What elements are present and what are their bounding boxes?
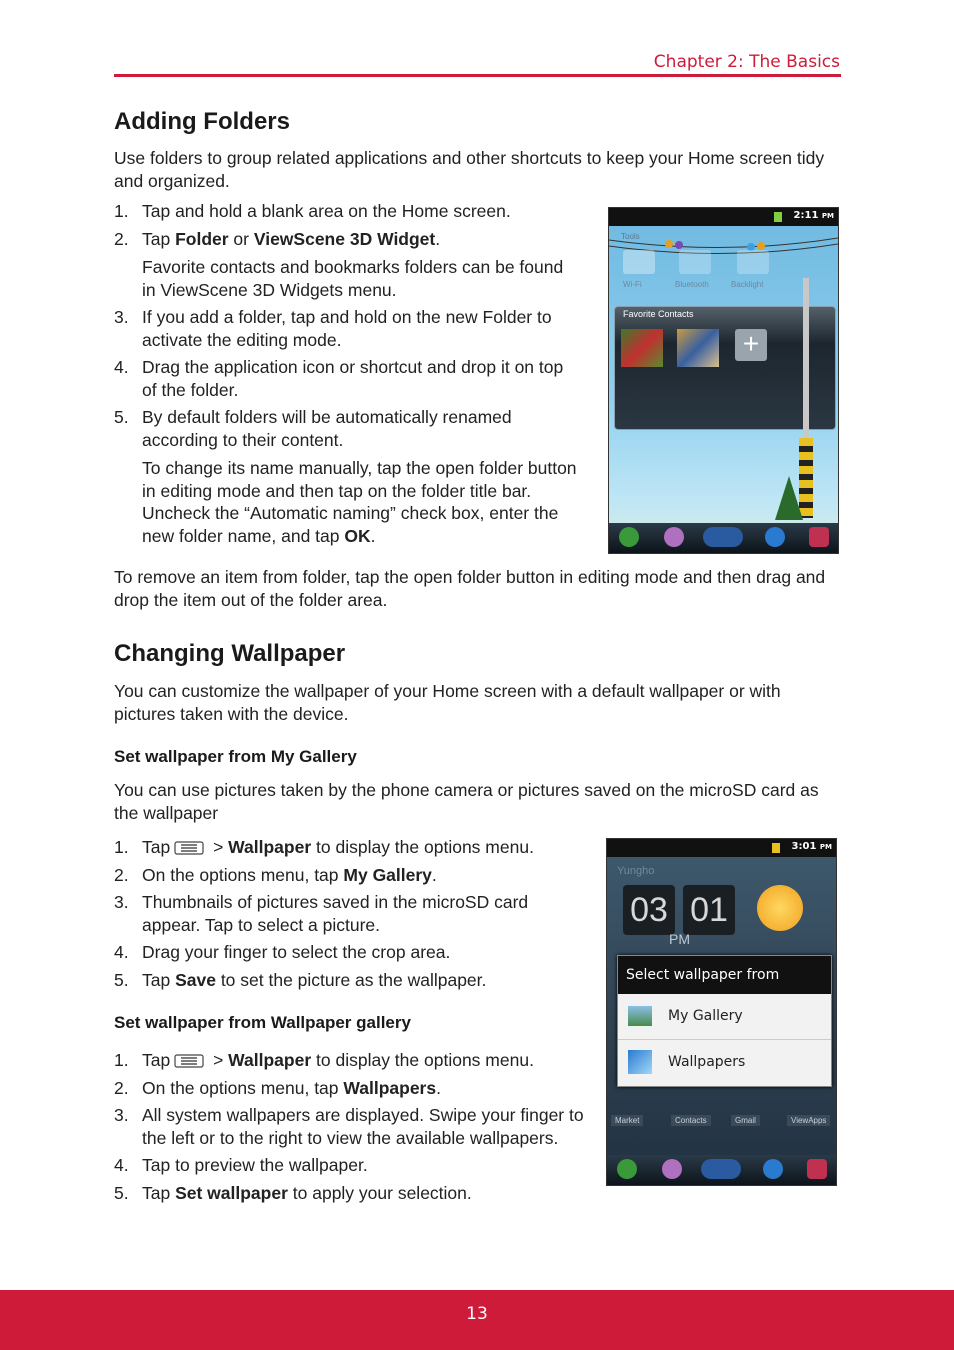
status-bar: 2:11 PM	[609, 208, 838, 226]
menu-key-icon	[174, 841, 204, 855]
bluetooth-icon[interactable]	[679, 250, 711, 274]
phone-icon[interactable]	[617, 1159, 637, 1179]
section-title-changing-wallpaper: Changing Wallpaper	[114, 640, 346, 667]
list-item: 1. Tap and hold a blank area on the Home screen.	[114, 201, 511, 221]
clock-minutes: 01	[683, 885, 735, 935]
home-button[interactable]	[703, 527, 743, 547]
backlight-label: Backlight	[731, 280, 764, 289]
weather-city: Yungho	[617, 865, 655, 877]
wifi-label: Wi-Fi	[623, 280, 642, 289]
dialog-title: Select wallpaper from	[618, 956, 831, 994]
home-screen-screenshot	[608, 207, 839, 554]
gallery-intro: You can use pictures taken by the phone camera or pictures saved on the microSD card as the wallpaper	[114, 780, 819, 823]
gallery-icon	[628, 1006, 652, 1026]
wallpaper-intro: You can customize the wallpaper of your Home screen with a default wallpaper or with pictures taken with the device.	[114, 681, 781, 724]
app-label-viewapps[interactable]: ViewApps	[787, 1115, 830, 1126]
folders-remove-note: To remove an item from folder, tap the open folder button in editing mode and then drag and drop the item out of the folder area.	[114, 567, 826, 610]
list-item: 2. On the options menu, tap My Gallery.	[114, 864, 437, 885]
sun-weather-icon	[757, 885, 803, 931]
chapter-header: Chapter 2: The Basics	[653, 52, 840, 72]
option-my-gallery[interactable]: My Gallery	[618, 994, 831, 1040]
dock	[607, 1155, 836, 1185]
list-item: 4. Drag your finger to select the crop area.	[114, 942, 451, 962]
option-wallpapers[interactable]: Wallpapers	[618, 1040, 831, 1085]
list-item: 2. On the options menu, tap Wallpapers.	[114, 1077, 441, 1098]
list-item: 3. If you add a folder, tap and hold on the new Folder to activate the editing mode.	[114, 307, 552, 350]
wallpaper-dialog-screenshot	[606, 838, 837, 1186]
add-contact-button[interactable]: +	[735, 329, 767, 361]
list-item: 3. All system wallpapers are displayed. Swipe your finger to the left or to the right to view the available wallpapers.	[114, 1105, 584, 1148]
contact-photo[interactable]	[621, 329, 663, 367]
list-item: 1. Tap > Wallpaper to display the options menu.	[114, 1050, 534, 1070]
wifi-icon[interactable]	[623, 250, 655, 274]
backlight-icon[interactable]	[737, 250, 769, 274]
clock-hours: 03	[623, 885, 675, 935]
contact-photo[interactable]	[677, 329, 719, 367]
gallery-steps	[114, 836, 584, 996]
list-item: 4. Drag the application icon or shortcut and drop it on top of the folder.	[114, 357, 564, 400]
folders-steps	[114, 200, 579, 552]
app-label-gmail[interactable]: Gmail	[731, 1115, 760, 1126]
browser-icon[interactable]	[765, 527, 785, 547]
phone-icon[interactable]	[619, 527, 639, 547]
subsection-title-wallpaper-gallery: Set wallpaper from Wallpaper gallery	[114, 1013, 411, 1032]
app-label-market[interactable]: Market	[611, 1115, 643, 1126]
header-rule	[114, 74, 841, 77]
tools-label: Tools	[621, 232, 640, 241]
battery-icon	[774, 212, 782, 222]
tree-icon	[775, 476, 803, 520]
section-title-adding-folders: Adding Folders	[114, 108, 290, 135]
page-number: 13	[466, 1304, 488, 1324]
wallpapers-icon	[628, 1050, 652, 1074]
home-button[interactable]	[701, 1159, 741, 1179]
status-bar: 3:01 PM	[607, 839, 836, 857]
dock	[609, 523, 838, 553]
folders-intro: Use folders to group related applications and other shortcuts to keep your Home screen tidy and organized.	[114, 148, 825, 191]
list-item: 4. Tap to preview the wallpaper.	[114, 1155, 368, 1175]
list-item: 3. Thumbnails of pictures saved in the microSD card appear. Tap to select a picture.	[114, 892, 529, 935]
bluetooth-label: Bluetooth	[675, 280, 709, 289]
messaging-icon[interactable]	[662, 1159, 682, 1179]
menu-key-icon	[174, 1054, 204, 1068]
subsection-title-gallery: Set wallpaper from My Gallery	[114, 747, 357, 766]
apps-icon[interactable]	[809, 527, 829, 547]
list-item: 5. Tap Save to set the picture as the wallpaper.	[114, 969, 487, 990]
select-wallpaper-dialog	[617, 955, 832, 1087]
apps-icon[interactable]	[807, 1159, 827, 1179]
list-item: 5. Tap Set wallpaper to apply your selection.	[114, 1182, 472, 1203]
list-item: 2. Tap Folder or ViewScene 3D Widget. Favorite contacts and bookmarks folders can be found in ViewScene 3D Widgets menu.	[114, 228, 564, 300]
browser-icon[interactable]	[763, 1159, 783, 1179]
list-item: 5. By default folders will be automatically renamed according to their content. To change its name manually, tap the open folder button in editing mode and then tap on the folder title bar. Uncheck the “Automatic naming” check box, enter the new folder name, and tap OK.	[114, 407, 577, 546]
messaging-icon[interactable]	[664, 527, 684, 547]
folder-title[interactable]: Favorite Contacts	[623, 309, 694, 319]
clock-ampm: PM	[669, 931, 690, 947]
wallpaper-gallery-steps	[114, 1049, 584, 1209]
list-item: 1. Tap > Wallpaper to display the options menu.	[114, 837, 534, 857]
battery-icon	[772, 843, 780, 853]
app-label-contacts[interactable]: Contacts	[671, 1115, 711, 1126]
